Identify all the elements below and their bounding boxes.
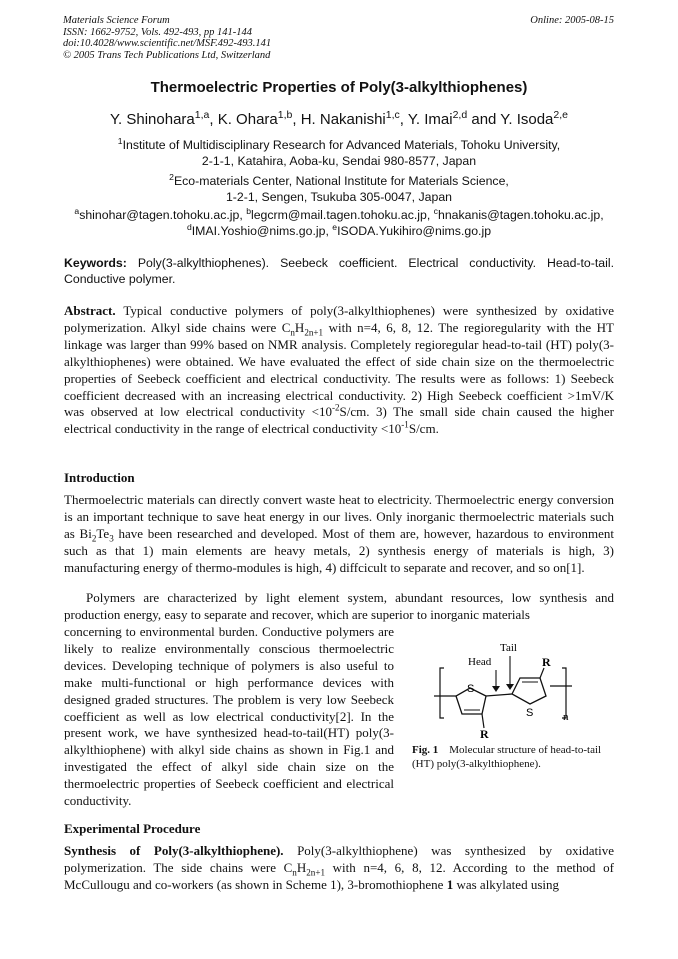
synthesis-subheading: Synthesis of Poly(3-alkylthiophene). [64, 843, 284, 858]
introduction-paragraph-2-continued: concerning to environmental burden. Conductive polymers are likely to realize environmentally conscious thermoelectric devices. Developing technique of polymers is also useful to make multi-functional or high performance devices with designed graded structures. The problem is very low Seebeck coefficient as well as low electrical conductivity[2]. In the present work, we have synthesized head-to-tail(HT) poly(3-alkylthiophene) with alkyl side chains as shown in Fig.1 and investigated the effect of alkyl side chain size on the thermoelectric properties of Seebeck coefficient and electrical conductivity. [64, 624, 394, 809]
keywords-text: Poly(3-alkylthiophenes). Seebeck coefficient. Electrical conductivity. Head-to-tail. Conductive polymer. [64, 256, 614, 286]
section-heading-experimental: Experimental Procedure [64, 821, 201, 836]
online-date: Online: 2005-08-15 [530, 15, 614, 26]
introduction-paragraph-2: Polymers are characterized by light element system, abundant resources, low synthesis and production energy, easy to separate and recover, which are superior to inorganic materials [64, 590, 614, 622]
head-label: Head [468, 656, 492, 668]
repeat-subscript-n: n [563, 711, 569, 723]
r-bond-upper [540, 668, 544, 678]
paper-title: Thermoelectric Properties of Poly(3-alkylthiophenes) [150, 79, 528, 96]
journal-name: Materials Science Forum [63, 15, 170, 26]
keywords-label: Keywords: [64, 256, 127, 270]
doi-line: doi:10.4028/www.scientific.net/MSF.492-493.141 [63, 38, 272, 49]
ring-2-sulfur: S [526, 707, 534, 719]
figure-1-caption: Fig. 1 Molecular structure of head-to-tail (HT) poly(3-alkylthiophene). [412, 744, 602, 770]
alkyl-group-upper: R [542, 655, 551, 669]
keywords [64, 255, 614, 287]
figure-1-caption-label: Fig. 1 [412, 744, 439, 756]
affiliation-1: $^1$Institute of Multidisciplinary Research for Advanced Materials, Tohoku University, 2-1-1, Katahira, Aoba-ku, Sendai 980-8577, Japan [117, 135, 561, 168]
abstract: Abstract. Typical conductive polymers of poly(3-alkylthiophenes) were synthesized by oxidative polymerization. Alkyl side chains were $C_nH_{2n+1}$ with n=4, 6, 8, 12. The regioregularity with the HT linkage was larger than 99% based on NMR analysis. Completely regioregular head-to-tail (HT) poly(3-alkylthiophenes) were obtained. We have evaluated the effect of side chain size on the thermoelectric properties of Seebeck coefficient and electrical conductivity. The results were as follows: 1) Seebeck coefficient decreased with an increasing electrical conductivity. 2) High Seebeck coefficient >1mV/K was observed at low electrical conductivity $<10^{-2}S/cm$. 3) The small side chain caused the higher electrical conductivity in the range of electrical conductivity $<10^{-1}S/cm$. [64, 303, 615, 437]
introduction-paragraph-1: Thermoelectric materials can directly convert waste heat to electricity. Thermoelectric energy conversion is an important technique to save heat energy in our lives. Only inorganic thermoelectric materials such as $Bi_2Te_3$ have been researched and developed. Most of them are, however, hazardous to environment such as that 1) main elements are heavy metals, 2) synthesis energy of materials is high, 3) manufacturing energy of thermo-modules is high, 4) diffcicult to separate and recover, and so on[1]. [64, 492, 614, 575]
email-link[interactable]: IMAI.Yoshio@nims.go.jp, [191, 224, 329, 238]
section-heading-introduction: Introduction [64, 470, 135, 485]
email-link[interactable]: shinohar@tagen.tohoku.ac.jp, [79, 208, 243, 222]
email-list: $^a$shinohar@tagen.tohoku.ac.jp, $^b$legcrm@mail.tagen.tohoku.ac.jp, $^c$hnakanis@tagen.tohoku.ac.jp, $^d$IMAI.Yoshio@nims.go.jp, $^e$ISODA.Yukihiro@nims.go.jp [74, 205, 604, 238]
inter-ring-bond [486, 694, 512, 696]
tail-arrowhead [506, 684, 514, 690]
head-arrowhead [492, 686, 500, 692]
author-list [0, 111, 678, 128]
journal-header [63, 15, 271, 61]
experimental-paragraph-1: Synthesis of Poly(3-alkylthiophene). Poly(3-alkylthiophene) was synthesized by oxidative polymerization. The side chains were $C_nH_{2n+1}$ with n=4, 6, 8, 12. According to the method of McCullougu and co-workers (as shown in Scheme 1), 3-bromothiophene 1 was alkylated using [64, 843, 614, 892]
ring-1-sulfur: S [467, 683, 475, 695]
email-link[interactable]: hnakanis@tagen.tohoku.ac.jp, [437, 208, 604, 222]
author: Y. Isoda$^{2,e}$ [500, 109, 569, 128]
left-bracket [440, 668, 444, 718]
email-link[interactable]: legcrm@mail.tagen.tohoku.ac.jp, [250, 208, 431, 222]
alkyl-group-lower: R [480, 727, 489, 741]
affiliation-2: $^2$Eco-materials Center, National Institute for Materials Science, 1-2-1, Sengen, Tsukuba 305-0047, Japan [169, 171, 509, 204]
copyright-line: © 2005 Trans Tech Publications Ltd, Switzerland [63, 49, 271, 61]
abstract-label: Abstract. [64, 303, 116, 318]
author: K. Ohara$^{1,b}$, [217, 109, 301, 128]
r-bond-lower [482, 714, 484, 728]
email-link[interactable]: ISODA.Yukihiro@nims.go.jp [337, 224, 492, 238]
author: Y. Imai$^{2,d}$ and [407, 109, 501, 128]
issn-line: ISSN: 1662-9752, Vols. 492-493, pp 141-144 [63, 26, 252, 38]
tail-label: Tail [500, 642, 517, 654]
molecular-structure-figure [412, 638, 612, 742]
author: Y. Shinohara$^{1,a}$, [109, 109, 218, 128]
author: H. Nakanishi$^{1,c}$, [300, 109, 408, 128]
